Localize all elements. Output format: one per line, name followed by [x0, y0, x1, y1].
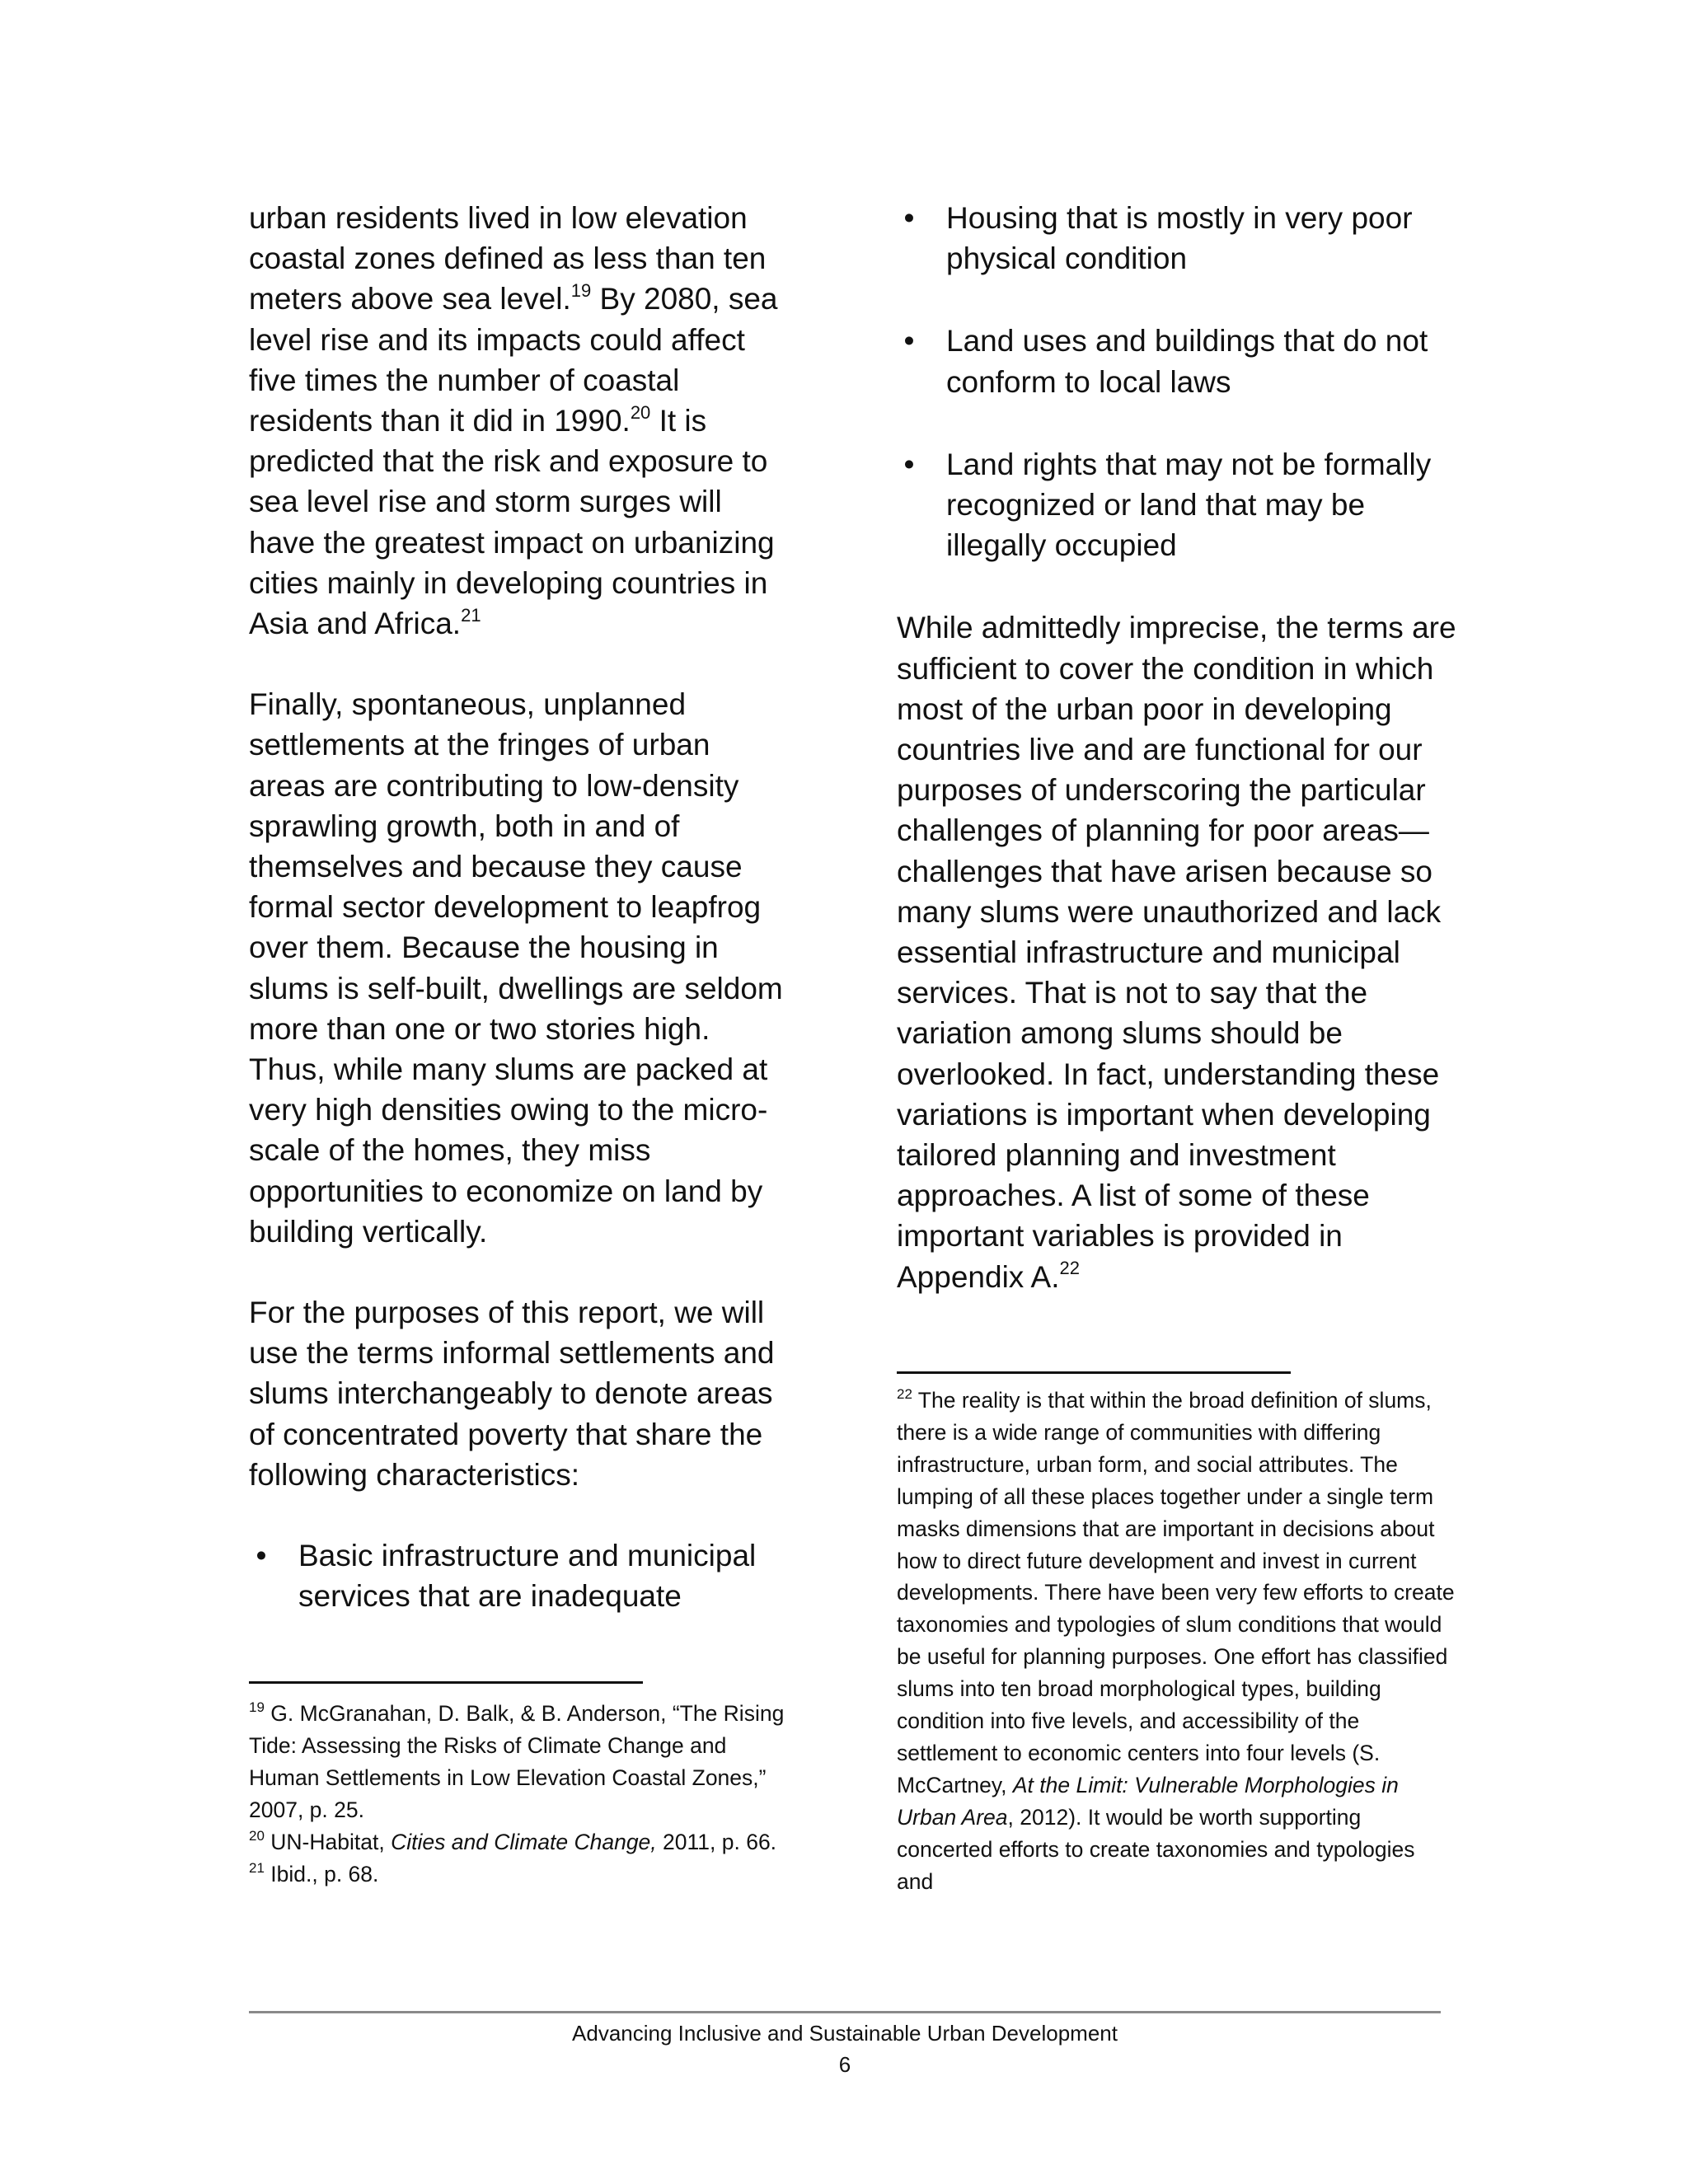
bullet-icon: •: [903, 201, 915, 235]
footnotes-right: [897, 1385, 1457, 1898]
footnote-ref-20[interactable]: 20: [630, 401, 651, 423]
footnote-21: $^{21}$ Ibid., p. 68.: [249, 1859, 379, 1886]
footnotes-left: [249, 1698, 793, 1890]
footnote-22: $^{22}$ The reality is that within the broad definition of slums, there is a wide range of communities with differing infrastructure, urban form, and social attributes. The lumping of all these places together under a single term masks dimensions that are important in decisions about how to direct future development and invest in current developments. There have been very few efforts to create taxonomies and typologies of slum conditions that would be useful for planning purposes. One effort has classified slums into ten broad morphological types, building condition into five levels, and accessibility of the settlement to economic centers into four levels (S. McCartney, At the Limit: Vulnerable Morphologies in Urban Area, 2012). It would be worth supporting concerted efforts to create taxonomies and typologies and: [897, 1386, 1455, 1894]
page-footer: [249, 2018, 1441, 2080]
characteristics-list-right: [897, 198, 1457, 565]
page-number: 6: [838, 2052, 851, 2077]
footnote-19: $^{19}$ G. McGranahan, D. Balk, & B. Anderson, “The Rising Tide: Assessing the Risks of Climate Change and Human Settlements in Low Elevation Coastal Zones,” 2007, p. 25.: [249, 1699, 785, 1822]
footnote-separator-left: [249, 1681, 643, 1684]
paragraph-spontaneous-settlements: Finally, spontaneous, unplanned settlements at the fringes of urban areas are contributing to low-density sprawling growth, both in and of themselves and because they cause formal sector development to leapfrog over them. Because the housing in slums is self-built, dwellings are seldom more than one or two stories high. Thus, while many slums are packed at very high densities owing to the micro-scale of the homes, they miss opportunities to economize on land by building vertically.: [249, 687, 783, 1249]
footnote-20: $^{20}$ UN-Habitat, Cities and Climate Change, 2011, p. 66.: [249, 1827, 777, 1854]
paragraph-definitions: For the purposes of this report, we will use the terms informal settlements and slums interchangeably to denote areas of concentrated poverty that share the following characteristics:: [249, 1296, 775, 1492]
left-column: [249, 198, 793, 1659]
list-item: • Basic infrastructure and municipal services that are inadequate: [249, 1535, 793, 1616]
footer-title: Advancing Inclusive and Sustainable Urban Development: [572, 2021, 1118, 2046]
footnote-ref-22[interactable]: 22: [1059, 1258, 1080, 1279]
footer-rule: [249, 2011, 1441, 2013]
footnote-separator-right: [897, 1371, 1291, 1374]
paragraph-sea-level: urban residents lived in low elevation coastal zones defined as less than ten meters above sea level.$^{19}$ By 2080, sea level rise and its impacts could affect five times the number of coastal residents than it did in 1990.20 It is predicted that the risk and exposure to sea level rise and storm surges will have the greatest impact on urbanizing cities mainly in developing countries in Asia and Africa.$^{21}$: [249, 201, 778, 641]
footnote-ref-19[interactable]: 19: [570, 280, 592, 302]
list-item: • Land uses and buildings that do not conform to local laws: [897, 321, 1457, 401]
list-item: • Housing that is mostly in very poor physical condition: [897, 198, 1457, 279]
bullet-icon: •: [903, 324, 915, 359]
right-column: [897, 198, 1457, 1338]
paragraph-imprecise-terms: While admittedly imprecise, the terms are sufficient to cover the condition in which most of the urban poor in developing countries live and are functional for our purposes of underscoring the particular challenges of planning for poor areas—challenges that have arisen because so many slums were unauthorized and lack essential infrastructure and municipal services. That is not to say that the variation among slums should be overlooked. In fact, understanding these variations is important when developing tailored planning and investment approaches. A list of some of these important variables is provided in Appendix A.$^{22}$: [897, 611, 1456, 1294]
footnote-ref-21[interactable]: 21: [461, 604, 481, 626]
characteristics-list-left: [249, 1535, 793, 1616]
bullet-icon: •: [256, 1539, 267, 1573]
bullet-icon: •: [903, 447, 915, 481]
list-item: • Land rights that may not be formally recognized or land that may be illegally occupied: [897, 444, 1457, 566]
